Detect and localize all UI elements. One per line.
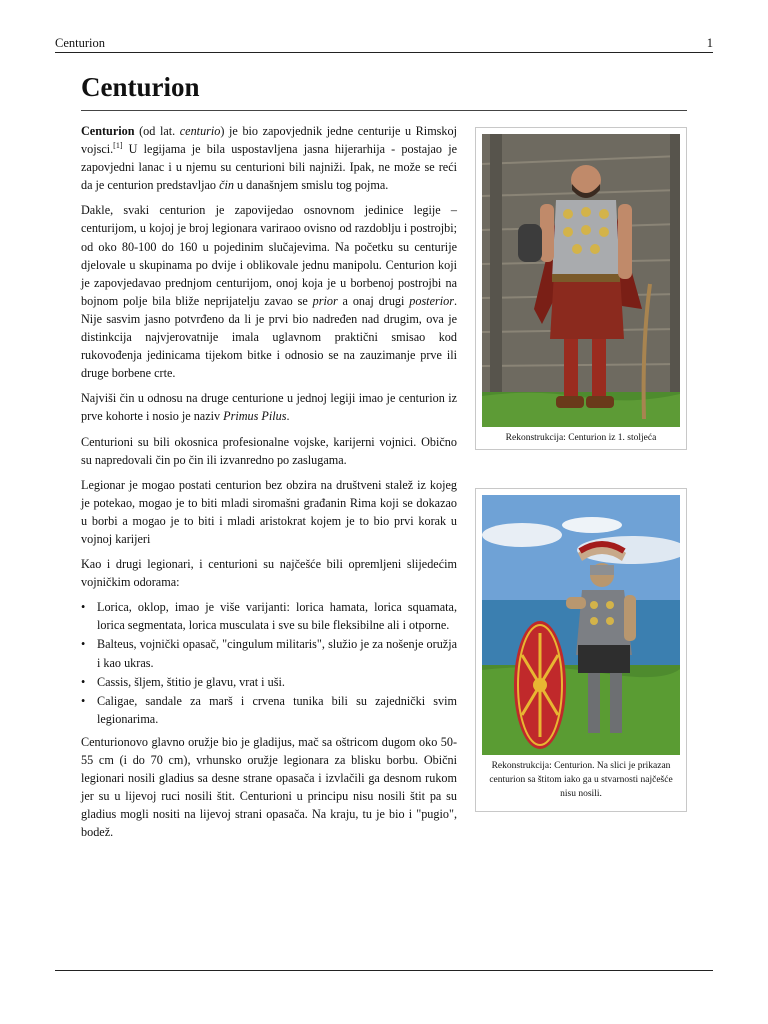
paragraph-hierarchy: Dakle, svaki centurion je zapovijedao osnovnom jedinice legije – centurijom, u kojoj je broj legionara variraoo ovisno od razdoblju i postrojbi; od oko 80-100 do 160 u pojedinim slučajevima. Na početku su centurije djelovale u skupinama po dvije i oblikovale jednu manipolu. Centurion koji je zapovjedavao prednjom centurijom, onoj koja je u borbenoj postrojbi na bojnom polje bila bliže neprijatelju zavao se prior a onaj drugi posterior. Nije sasvim jasno potvrđeno da li je prvi bio nadređen nad drugim, ova je distinkcija najvjerovatnije imala uglavnom praktični smisao kod rukovođenja jedinicama tijekom bitke i odnosio se na zauzimanje prve ili druge borbene crte. <box>81 203 457 381</box>
list-item: • Cassis, šljem, štitio je glavu, vrat i uši. <box>81 673 687 691</box>
equipment-list <box>81 598 687 728</box>
list-item: • Caligae, sandale za marš i crvena tunika bili su zajednički svim legionarima. <box>81 692 687 728</box>
title-divider <box>81 110 687 111</box>
paragraph-weapons: Centurionovo glavno oružje bio je gladijus, mač sa oštricom dugom oko 50-55 cm (i do 70 cm), vrhunsko oružje legionara za blisku borbu. Obični legionari nosili gladius sa desne strane opasača i izvlačili ga desnom rukom jer su u lijevoj ruci nosili štit. Centurioni u principu nisu nosili štit pa su gladius mogli nositi na lijevoj strani opasača. Na kraju, tu je bio i "pugio", bodež. <box>81 734 457 840</box>
figure-centurion-1st-century <box>475 127 687 450</box>
running-header-title: Centurion <box>55 36 105 50</box>
list-item: • Balteus, vojnički opasač, "cingulum militaris", služio je za nošenje oružja i kao ukras. <box>81 635 687 671</box>
intro-term: Centurion <box>81 124 135 138</box>
page-number: 1 <box>706 36 713 50</box>
paragraph-career: Centurioni su bili okosnica profesionalne vojske, karijerni vojnici. Obično su napredovali čin po čin ili izvanredno po zaslugama. <box>81 434 457 467</box>
centurion-wall-photo <box>482 134 680 427</box>
paragraph-origin: Legionar je mogao postati centurion bez obzira na društveni stalež iz kojeg je potekao, mogao je to biti mladi siromašni građanin Rima koji se dokazao u borbi a mogao je to biti i mladi aristokrat kojem je to bio prvi korak u vojnoj karijeri <box>81 477 457 546</box>
intro-paragraph: Centurion (od lat. centurio) je bio zapovjednik jedne centurije u Rimskoj vojsci.[1] U legijama je bila uspostavljena jasna hijerarhija - postajao je zapovjedni lanac i u njemu su centurioni bili najniži. Ipak, ne može se reći da je centurion predstavljao čin u današnjem smislu tog pojma. <box>81 124 457 193</box>
running-header <box>55 34 713 53</box>
article-body <box>81 122 687 848</box>
paragraph-primus-pilus: Najviši čin u odnosu na druge centurione u jednoj legiji imao je centurion iz prve kohorte i nosio je naziv Primus Pilus. <box>81 391 457 424</box>
paragraph-equipment-intro: Kao i drugi legionari, i centurioni su najčešće bili opremljeni slijedećim vojničkim odorama: <box>81 557 457 590</box>
footer-divider <box>55 970 713 971</box>
citation-link[interactable]: [1] <box>113 141 123 151</box>
figure-caption: Rekonstrukcija: Centurion. Na slici je prikazan centurion sa štitom iako ga u stvarnosti najčešće nisu nosili. <box>489 760 673 799</box>
article-title: Centurion <box>81 72 200 102</box>
list-item: • Lorica, oklop, imao je više varijanti: lorica hamata, lorica squamata, lorica segmentata, lorica musculata i sve su bile fleksibilne ali i otporne. <box>81 598 687 634</box>
figure-caption: Rekonstrukcija: Centurion iz 1. stoljeća <box>505 433 657 443</box>
